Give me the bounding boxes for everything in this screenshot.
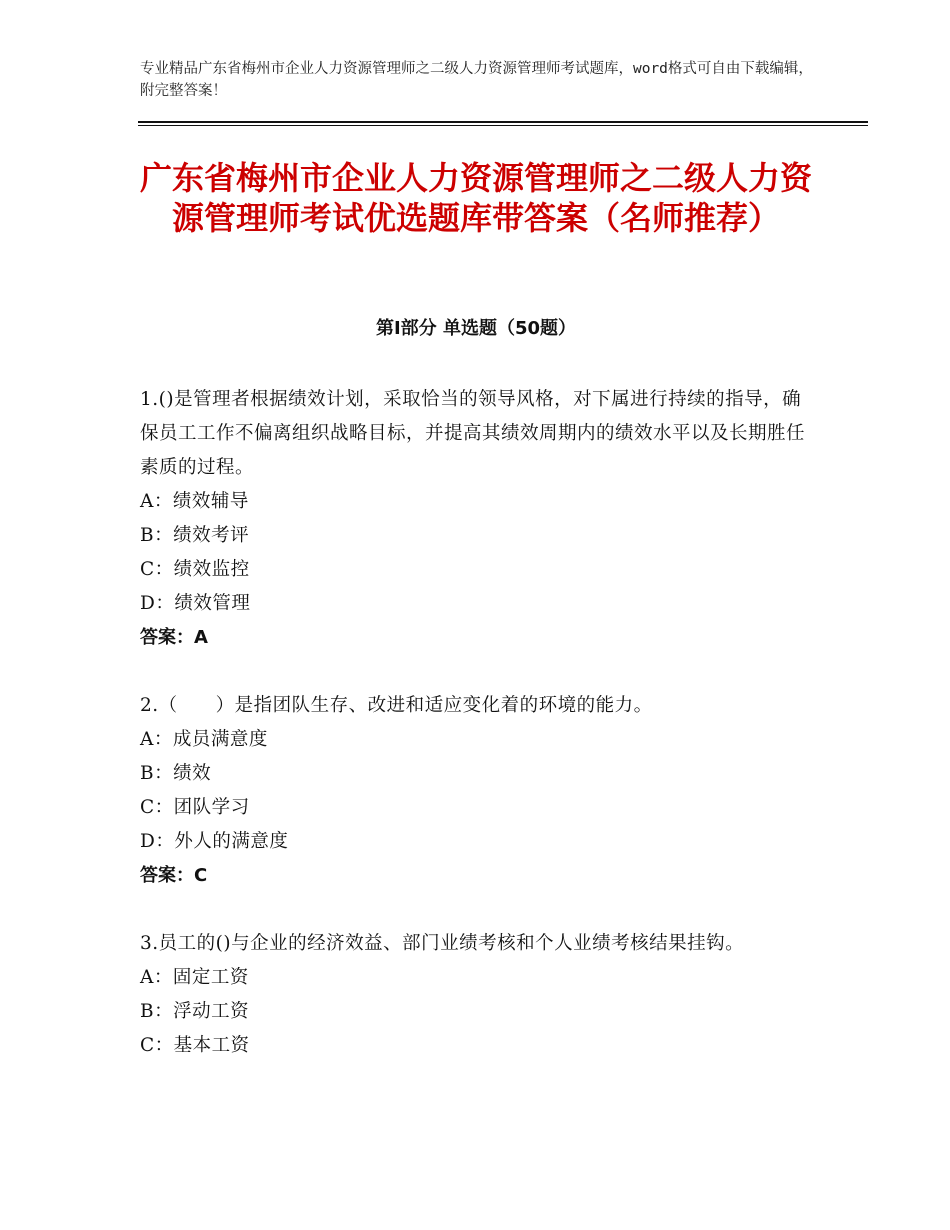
header-rule-thin [138,125,868,126]
question-2 [140,689,812,893]
option-b: B：绩效考评 [140,525,250,546]
answer: 答案：C [140,865,208,886]
option-a: A：绩效辅导 [140,491,249,512]
question-list [140,383,812,1097]
question-3 [140,927,812,1063]
document-title: 广东省梅州市企业人力资源管理师之二级人力资源管理师考试优选题库带答案（名师推荐） [140,159,813,237]
option-d: D：绩效管理 [140,593,251,614]
question-1 [140,383,812,655]
section-title: 第Ⅰ部分 单选题（50题） [375,318,576,339]
question-text: 2.（ ）是指团队生存、改进和适应变化着的环境的能力。 [140,695,653,716]
option-b: B：绩效 [140,763,212,784]
question-text: 1.()是管理者根据绩效计划，采取恰当的领导风格，对下属进行持续的指导，确保员工工作不偏离组织战略目标，并提高其绩效周期内的绩效水平以及长期胜任素质的过程。 [140,389,806,478]
option-d: D：外人的满意度 [140,831,289,852]
question-text: 3.员工的()与企业的经济效益、部门业绩考核和个人业绩考核结果挂钩。 [140,933,745,954]
option-c: C：基本工资 [140,1035,250,1056]
header-rule-thick [138,121,868,123]
option-c: C：团队学习 [140,797,250,818]
option-b: B：浮动工资 [140,1001,250,1022]
option-c: C：绩效监控 [140,559,250,580]
option-a: A：成员满意度 [140,729,268,750]
header-note: 专业精品广东省梅州市企业人力资源管理师之二级人力资源管理师考试题库，word格式可自由下载编辑，附完整答案！ [140,61,813,99]
answer: 答案：A [140,627,208,648]
option-a: A：固定工资 [140,967,249,988]
